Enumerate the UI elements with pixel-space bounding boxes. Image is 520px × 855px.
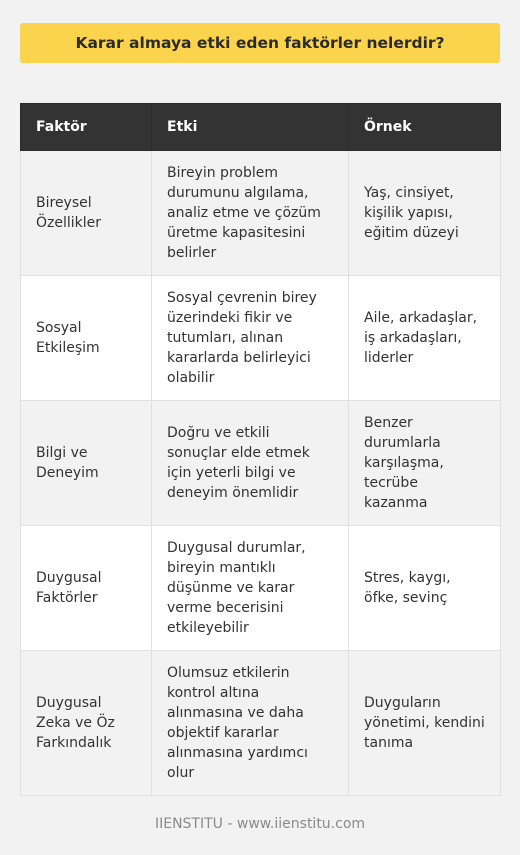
cell-example: Yaş, cinsiyet, kişilik yapısı, eğitim düzeyi (349, 151, 501, 276)
cell-factor: Bireysel Özellikler (21, 151, 152, 276)
footer-credit: IIENSTITU - www.iienstitu.com (154, 816, 366, 832)
cell-effect: Bireyin problem durumunu algılama, analiz etme ve çözüm üretme kapasitesini belirler (152, 151, 349, 276)
cell-example: Aile, arkadaşlar, iş arkadaşları, liderler (349, 276, 501, 401)
cell-factor: Bilgi ve Deneyim (21, 401, 152, 526)
table-header-row (21, 104, 501, 151)
cell-factor: Sosyal Etkileşim (21, 276, 152, 401)
header-effect: Etki (152, 104, 349, 151)
cell-effect: Sosyal çevrenin birey üzerindeki fikir ve tutumları, alınan kararlarda belirleyici olabilir (152, 276, 349, 401)
table-row (21, 651, 501, 796)
cell-effect: Duygusal durumlar, bireyin mantıklı düşünme ve karar verme becerisini etkileyebilir (152, 526, 349, 651)
cell-example: Benzer durumlarla karşılaşma, tecrübe kazanma (349, 401, 501, 526)
table-row (21, 526, 501, 651)
cell-effect: Olumsuz etkilerin kontrol altına alınmasına ve daha objektif kararlar alınmasına yardımcı olur (152, 651, 349, 796)
cell-effect: Doğru ve etkili sonuçlar elde etmek için yeterli bilgi ve deneyim önemlidir (152, 401, 349, 526)
cell-factor: Duygusal Faktörler (21, 526, 152, 651)
table-row (21, 401, 501, 526)
table-row (21, 151, 501, 276)
cell-example: Duyguların yönetimi, kendini tanıma (349, 651, 501, 796)
page-title: Karar almaya etki eden faktörler nelerdir? (20, 23, 500, 63)
cell-factor: Duygusal Zeka ve Öz Farkındalık (21, 651, 152, 796)
header-factor: Faktör (21, 104, 152, 151)
table-row (21, 276, 501, 401)
header-example: Örnek (349, 104, 501, 151)
cell-example: Stres, kaygı, öfke, sevinç (349, 526, 501, 651)
factors-table (20, 103, 501, 796)
